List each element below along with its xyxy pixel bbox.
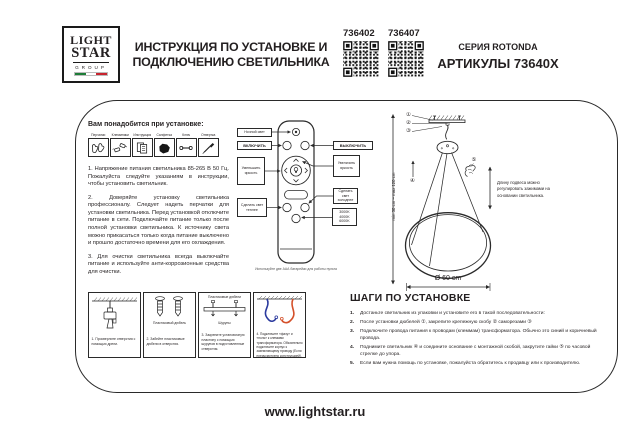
callout-2: ② <box>406 119 411 126</box>
step-number: 3. <box>350 329 355 335</box>
step-text: Поднимите светильник ④ и соедините основание с монтажной скобой, закрутите гайки ⑤ по часовой стрелке до упора. <box>360 345 591 357</box>
tool-label: Салфетка <box>156 133 172 137</box>
page-title <box>122 40 340 70</box>
step-row <box>350 329 608 342</box>
steps-heading: ШАГИ ПО УСТАНОВКЕ <box>350 292 471 304</box>
tools-heading: Вам понадобится при установке: <box>88 121 204 128</box>
install-panel-dowels <box>143 292 196 358</box>
suspension-note: Длину подвеса можно регулировать зажимами на основании светильника. <box>497 180 550 198</box>
step-text: Подключите провода питания к проводам (клеммам) трансформатора. Обычно это синий и коричневый провода. <box>360 329 597 342</box>
diameter-label: Ø 60 cm <box>434 275 462 282</box>
callout-4: ④ <box>410 178 415 184</box>
precaution-2: 2. Доверяйте установку светильника профессионалу. Следует надеть перчатки для установки светильника. Перед установкой отключите питание в сети. Подключайте питание только после полной установки светильника. К источнику света можно прикасаться только когда питание выключено и прошло достаточно времени для его охлаждения. <box>88 194 229 247</box>
tool-item-manual <box>132 133 153 157</box>
page-title-line2: ПОДКЛЮЧЕНИЮ СВЕТИЛЬНИКА <box>132 55 330 70</box>
tool-label: Клеммники <box>111 133 129 137</box>
install-panel-plate <box>198 292 251 358</box>
step-text: После установки дюбелей ①, закрепите крепежную скобу ② саморезами ③ <box>360 320 532 326</box>
tool-item-gloves <box>88 133 109 157</box>
remote-label-colder: Сделать свет холоднее <box>333 188 358 204</box>
terminals-icon <box>112 141 128 155</box>
step-row <box>350 320 608 327</box>
panel-caption: 3. Закрепите установочную пластину с помощью шурупов в подготовленные отверстия. <box>201 333 245 351</box>
italian-flag-stripe <box>74 72 108 77</box>
footer-url: www.lightstar.ru <box>264 404 366 419</box>
remote-label-on: ВКЛЮЧИТЬ <box>237 141 272 151</box>
install-panel-drill <box>88 292 141 358</box>
tool-item-screwdriver <box>198 133 219 157</box>
precaution-3: 3. Для очистки светильника всегда выключайте питание и используйте анти-коррозионные средства для очистки. <box>88 253 229 275</box>
remote-label-night-light: Ночной свет <box>237 128 272 138</box>
step-text: Достаньте светильник из упаковки и установите его в такой последовательности: <box>360 311 545 316</box>
install-panel-wiring <box>253 292 306 358</box>
step-row <box>350 361 608 368</box>
callout-1: ① <box>406 111 411 118</box>
drill-drawing <box>90 295 139 333</box>
remote-control-diagram <box>235 115 385 270</box>
step-row <box>350 311 608 318</box>
manual-icon <box>134 141 150 155</box>
qr-code-label-1: 736402 <box>343 28 375 39</box>
tool-item-napkin <box>154 133 175 157</box>
tool-label: Перчатки <box>91 133 106 137</box>
tool-label: Инструкция <box>133 133 152 137</box>
installation-steps <box>350 292 608 370</box>
screwdriver-icon <box>200 141 216 155</box>
mounting-plate-drawing <box>200 299 249 320</box>
remote-label-brighten: Увеличить яркость <box>333 155 360 177</box>
remote-label-warmer: Сделать свет теплее <box>237 198 267 217</box>
panel-caption: 1. Просверлите отверстия с помощью дрели. <box>91 337 136 346</box>
tool-item-key <box>176 133 197 157</box>
wires-drawing <box>255 295 304 331</box>
tool-label: Отвертка <box>201 133 216 137</box>
tool-item-terminals <box>110 133 131 157</box>
remote-battery-caption: Используйте две ААА батарейки для работы пульта <box>255 266 337 271</box>
logo-divider <box>73 62 109 63</box>
panel-caption: 4. Подключите «фазу» и «ноль» к клеммам трансформатора. Обязательно подключите корпус к заземляющему проводу (Если предусмотрено конструкцией). <box>256 332 303 358</box>
tool-label: Ключ <box>182 133 191 137</box>
key-icon <box>178 141 194 155</box>
pendant-lamp-diagram <box>385 105 620 295</box>
remote-label-dim: Уменьшить яркость <box>237 157 265 185</box>
qr-code-2 <box>387 40 425 78</box>
lightstar-logo <box>62 26 120 83</box>
step-number: 4. <box>350 345 355 351</box>
panel-caption: 2. Забейте пластиковые дюбели в отверстия. <box>146 337 185 346</box>
qr-code-1 <box>342 40 380 78</box>
step-row <box>350 345 608 358</box>
step-text: Если вам нужна помощь по установке, пожалуйста обратитесь к продавцу или к производителю. <box>360 361 581 367</box>
napkin-icon <box>156 141 172 155</box>
height-dimension-label: min 30 cm – max 120 cm <box>390 172 396 220</box>
remote-label-off: ВЫКЛЮЧИТЬ <box>333 141 373 151</box>
dowels-drawing <box>145 295 194 319</box>
qr-code-label-2: 736407 <box>388 28 420 39</box>
tools-row <box>88 133 219 157</box>
callout-3: ③ <box>406 127 411 134</box>
precaution-1: 1. Напряжение питания светильника 85-265 В 50 Гц. Пожалуйста следуйте указаниям в инструкции, чтобы установить светильник. <box>88 166 229 188</box>
panel-dowels-label: Пластиковые дюбели <box>207 294 242 299</box>
logo-text-group: GROUP <box>75 64 107 70</box>
series-label: СЕРИЯ ROTONDA <box>458 42 538 52</box>
install-panels-row <box>88 292 306 358</box>
step-number: 5. <box>350 361 355 367</box>
remote-label-cct: 3000K 4000K 6000K <box>332 208 357 226</box>
callout-5: ⑤ <box>471 156 477 163</box>
gloves-icon <box>90 141 106 155</box>
page-title-line1: ИНСТРУКЦИЯ ПО УСТАНОВКЕ И <box>134 40 328 54</box>
step-number: 1. <box>350 311 355 316</box>
articles-label: АРТИКУЛЫ 73640X <box>437 56 559 71</box>
step-number: 2. <box>350 320 355 326</box>
logo-text-star: STAR <box>71 45 111 61</box>
logo-text-light: LIGHT <box>70 33 112 47</box>
panel-screws-label: Шурупы <box>218 321 231 325</box>
precautions-text <box>88 166 229 283</box>
panel-dowel-label: Пластиковый дюбель <box>153 321 186 325</box>
